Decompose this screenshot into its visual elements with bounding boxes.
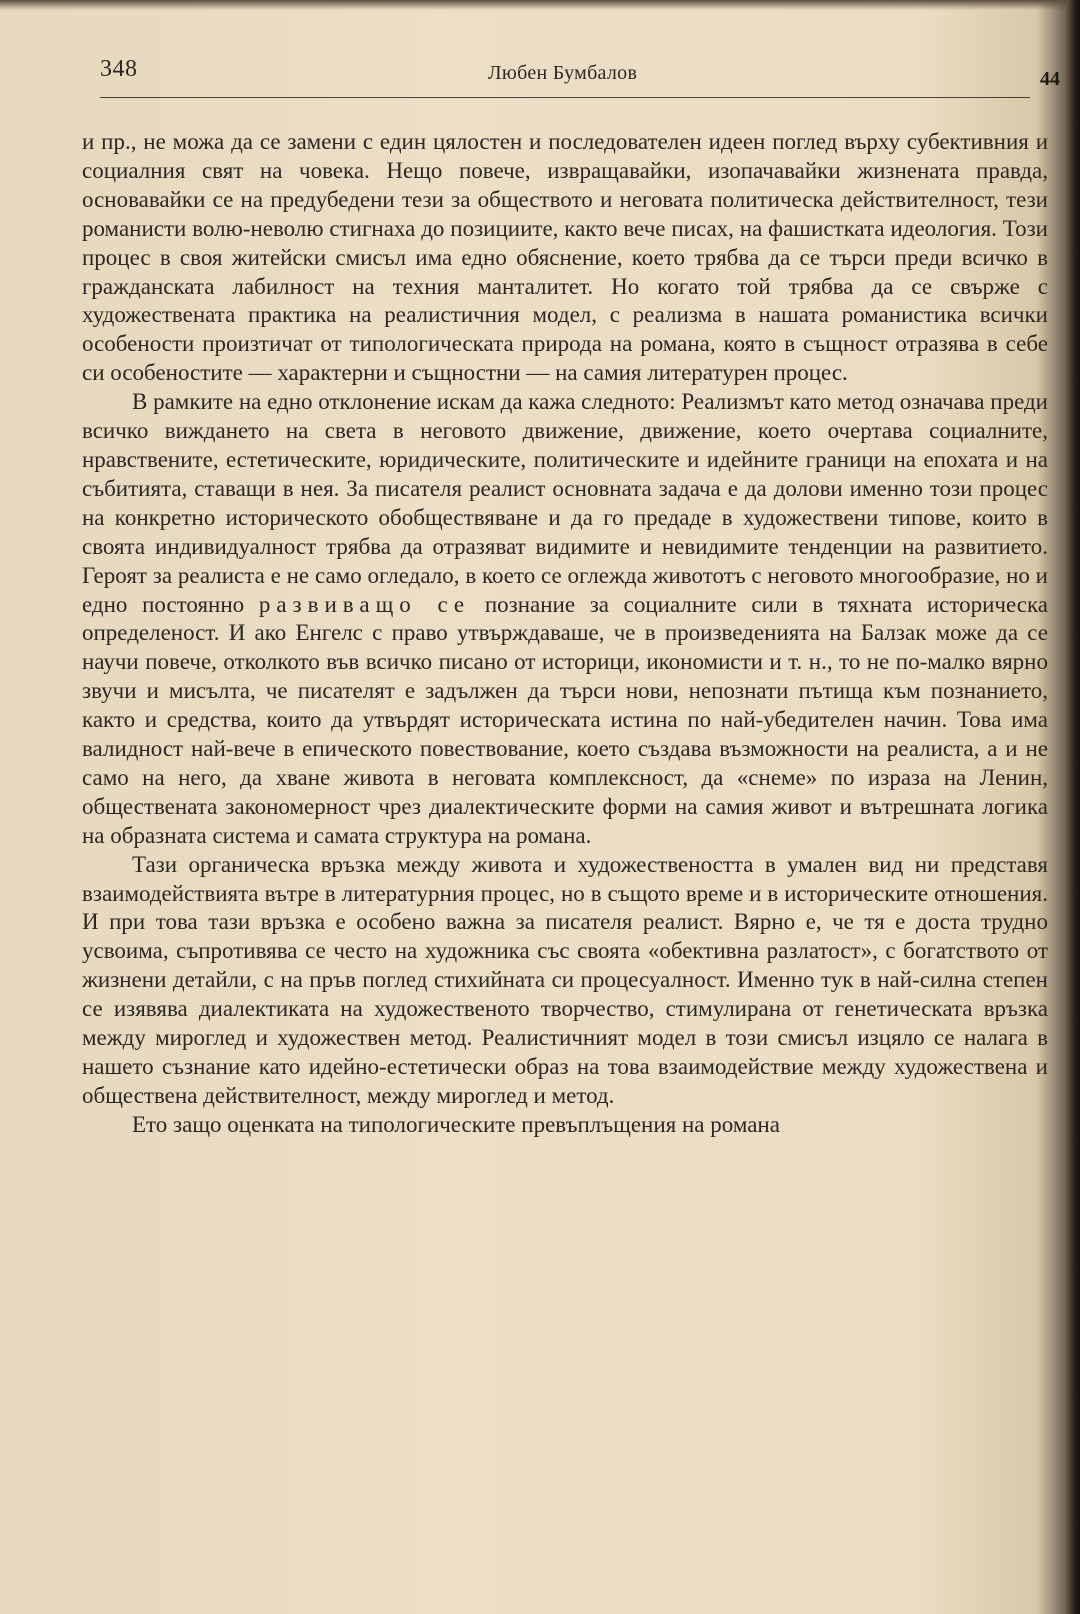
- paragraph-1: и пр., не можа да се замени с един цялостен и последователен идеен поглед върху субективния и социалния свят на човека. Нещо повече, извращавайки, изопачавайки жизнената правда, основавайки се на предубедени тези за обществото и неговата политическа действителност, тези романисти волю-неволю стигнаха до позициите, както вече писах, на фашистката идеология. Този процес в своя житейски смисъл има едно обяснение, което трябва да се търси преди всичко в гражданската лабилност на техния манталитет. Но когато той трябва да се свърже с художествената практика на реалистичния модел, с реализма в нашата романистика всички особености произтичат от типологическата природа на романа, която в същност отразява в себе си особеностите — характерни и същностни — на самия литературен процес.: [82, 129, 1048, 386]
- body-text: [82, 128, 1048, 1140]
- paragraph-2-part-b: познание за социалните сили в тяхната историческа определеност. И ако Енгелс с право утвърждаваше, че в произведенията на Балзак може да се научи повече, отколкото във всичко писано от историци, икономисти и т. н., то не по-малко вярно звучи и мисълта, че писателят е задължен да търси нови, непознати пътища към познанието, както и средства, които да утвърдят историческата истина по най-убедителен начин. Това има валидност най-вече в епическото повествование, което създава възможности на реалиста, а и не само на него, да хване живота в неговата комплексност, да «снеме» по израза на Ленин, обществената закономерност чрез диалектическите форми на самия живот и вътрешната логика на образната система и самата структура на романа.: [82, 591, 1049, 848]
- paragraph-3: Тази органическа връзка между живота и художествеността в умален вид ни представя взаимодействията вътре в литературния процес, но в същото време и в историческите отношения. И при това тази връзка е особено важна за писателя реалист. Вярно е, че тя е доста трудно усвоима, съпротивява се често на художника със своята «обективна разлатост», с богатството от жизнени детайли, с на пръв поглед стихийната си процесуалност. Именно тук в най-силна степен се изявява диалектиката на художественото творчество, стимулирана от генетическата връзка между мироглед и художествен метод. Реалистичният модел в този смисъл изцяло се налага в нашето съзнание като идейно-естетически образ на това взаимодействие между художествена и обществена действителност, между мироглед и метод.: [82, 851, 1048, 1108]
- page-header: [100, 56, 1060, 96]
- paragraph-2: [82, 388, 1048, 851]
- emphasized-phrase: развиващо се: [258, 591, 471, 617]
- paragraph-2-part-a: В рамките на едно отклонение искам да кажа следното: Реализмът като метод означава преди всичко виждането на света в неговото движение, движение, което очертава социалните, нравствените, естетическите, юридическите, политическите и идейните граници на епохата и на събитията, ставащи в нея. За писателя реалист основната задача е да долови именно този процес на конкретно историческото обобществяване и да го предаде в художествени типове, които в своята индивидуалност трябва да отразяват видимите и невидимите тенденции на развитието. Героят за реалиста е не само огледало, в което се оглежда живототъ с неговото многообразие, но и едно постоянно: [82, 389, 1048, 617]
- page-top-shadow: [0, 0, 1080, 10]
- running-title: Любен Бумбалов: [488, 62, 638, 84]
- header-rule: [100, 97, 1030, 98]
- binding-edge: [1066, 0, 1080, 1614]
- paragraph-4: Ето защо оценката на типологическите превъплъщения на романа: [132, 1111, 780, 1137]
- edge-page-number: 44: [1040, 68, 1060, 90]
- page-number: 348: [100, 56, 138, 82]
